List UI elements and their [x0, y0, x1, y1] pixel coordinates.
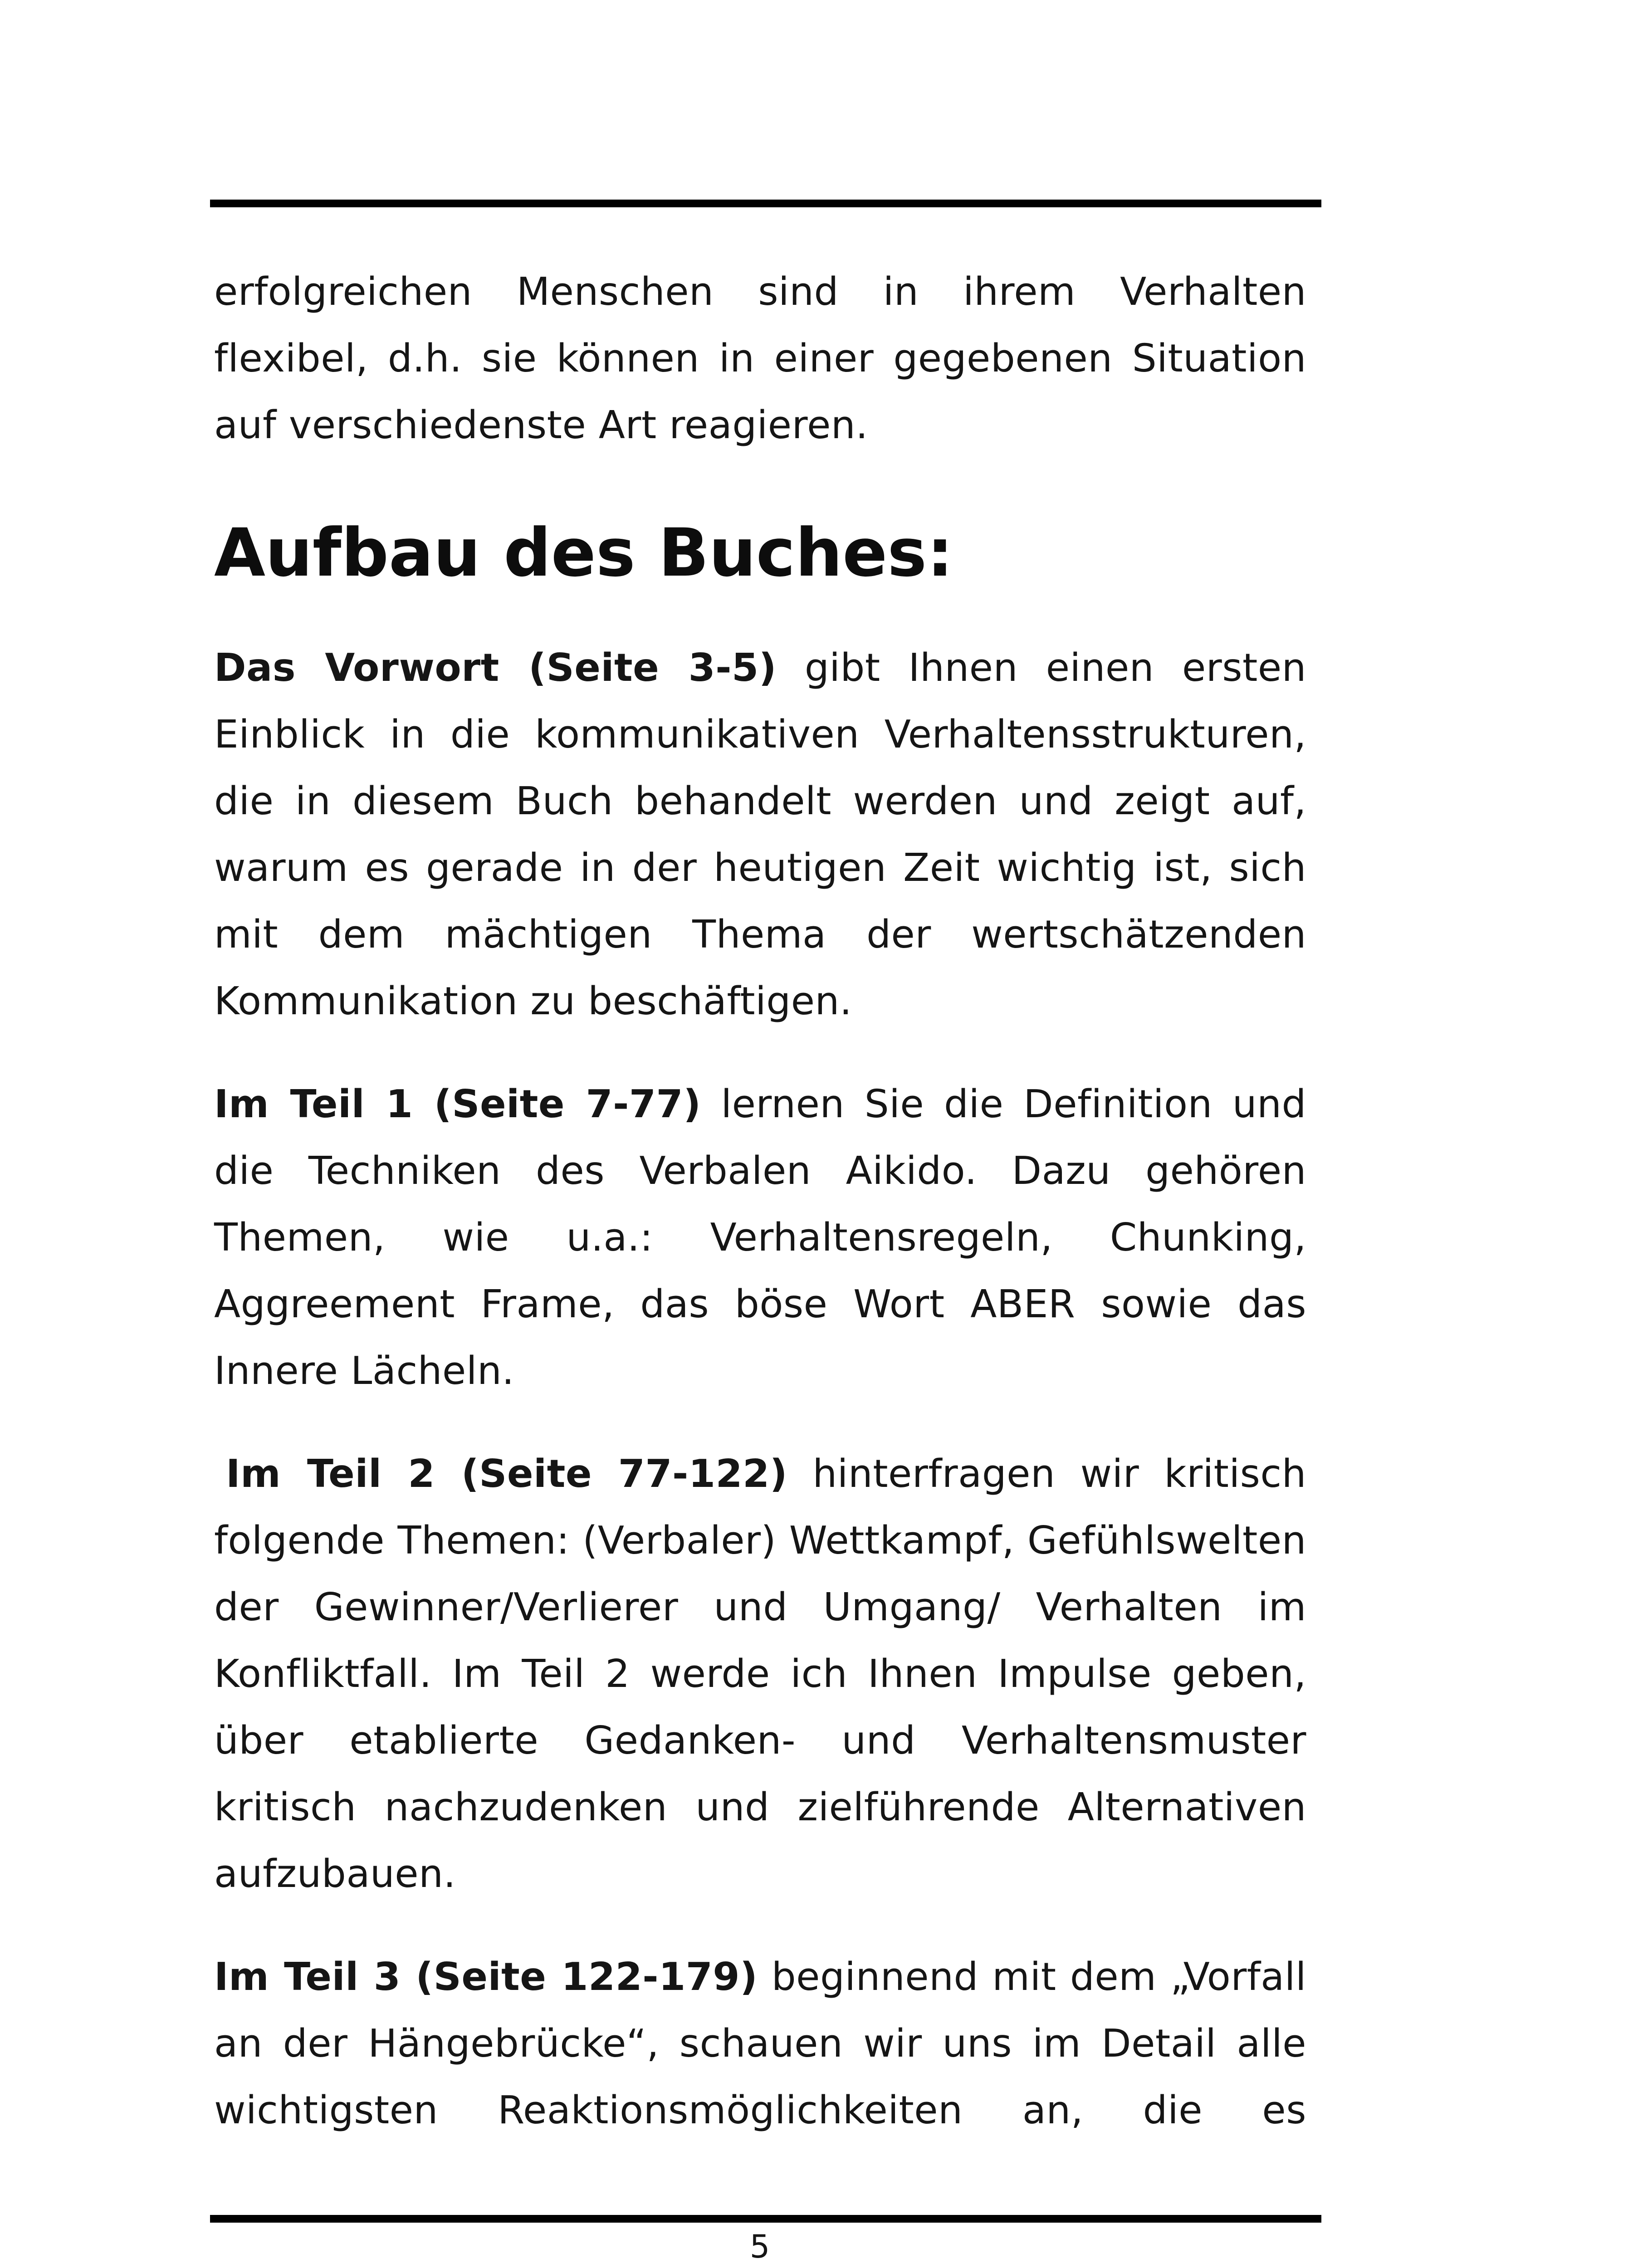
teil2-text: hinterfragen wir kritisch folgende Themen: (Verbaler) Wettkampf, Gefühlswelten der Gewinner/Verlierer und Umgang/ Verhalten im Konfliktfall. Im Teil 2 werde ich Ihnen Impulse geben, über etablierte Gedanken- und Verhaltensmuster kritisch nachzudenken und zielführende Alternativen aufzubauen.	[214, 1452, 1306, 1897]
teil2-lead: Im Teil 2 (Seite 77-122)	[226, 1452, 788, 1496]
teil1-text: lernen Sie die Definition und die Techniken des Verbalen Aikido. Dazu gehören Themen, wie u.a.: Verhaltensregeln, Chunking, Aggreement Frame, das böse Wort ABER sowie das Innere Lächeln.	[214, 1082, 1306, 1393]
vorwort-lead: Das Vorwort (Seite 3-5)	[214, 645, 777, 690]
teil1-paragraph	[214, 1071, 1306, 1404]
teil2-paragraph	[214, 1441, 1306, 1907]
vorwort-text: gibt Ihnen einen ersten Einblick in die kommunikativen Verhaltensstrukturen, die in diesem Buch behandelt werden und zeigt auf, warum es gerade in der heutigen Zeit wichtig ist, sich mit dem mächtigen Thema der wertschätzenden Kommunikation zu beschäftigen.	[214, 645, 1306, 1024]
vorwort-paragraph	[214, 635, 1306, 1035]
teil3-paragraph	[214, 1944, 1306, 2144]
top-rule	[210, 200, 1321, 207]
teil1-lead: Im Teil 1 (Seite 7-77)	[214, 1082, 701, 1127]
teil3-lead: Im Teil 3 (Seite 122-179)	[214, 1955, 758, 1999]
page-number: 5	[749, 2228, 770, 2265]
section-heading: Aufbau des Buches:	[214, 514, 953, 591]
page-content	[214, 259, 1306, 2144]
intro-paragraph: erfolgreichen Menschen sind in ihrem Verhalten flexibel, d.h. sie können in einer gegebenen Situation auf verschiedenste Art reagieren.	[214, 269, 1306, 448]
teil3-text: beginnend mit dem „Vorfall an der Hängebrücke“, schauen wir uns im Detail alle wichtigsten Reaktionsmöglichkeiten an, die es	[214, 1955, 1307, 2133]
